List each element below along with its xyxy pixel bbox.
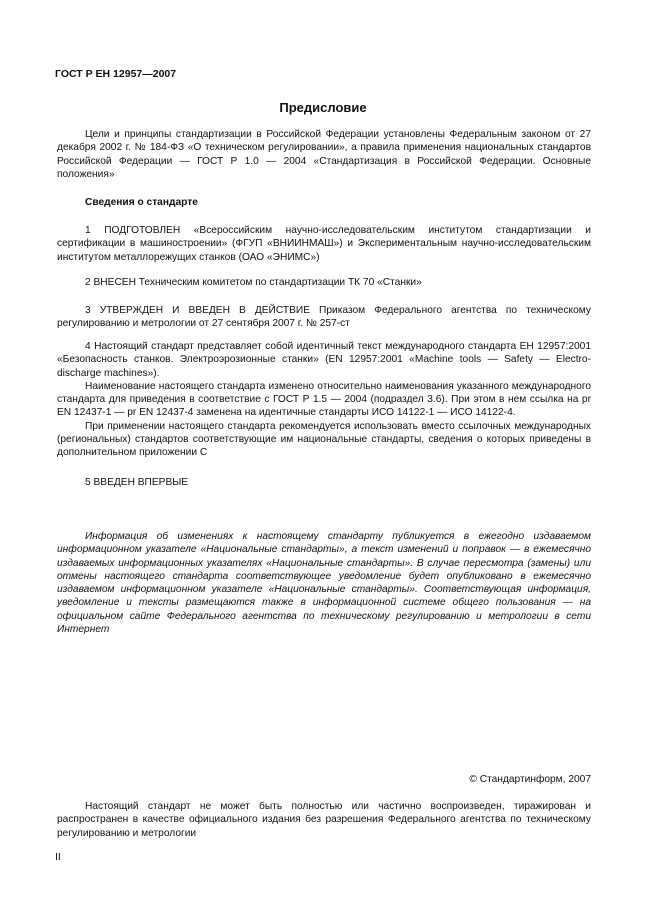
- reproduction-notice-text: Настоящий стандарт не может быть полностью или частично воспроизведен, тиражирован и распространен в качестве официального издания без разрешения Федерального агентства по техническому регулированию и метрологии: [57, 801, 591, 839]
- change-notice-text: Информация об изменениях к настоящему стандарту публикуется в ежегодно издаваемом информационном указателе «Национальные стандарты», а текст изменений и поправок — в ежемесячно издаваемых информационных указателях «Национальные стандарты». В случае пересмотра (замены) или отмены настоящего стандарта соответствующее уведомление будет опубликовано в ежемесячно издаваемом информационном указателе «Национальные стандарты». Соответствующая информация, уведомление и тексты размещаются также в информационной системе общего пользования — на официальном сайте Федерального агентства по техническому регулированию и метрологии в сети Интернет: [57, 531, 591, 636]
- info-item-5: [57, 476, 591, 489]
- preface-intro: [57, 128, 591, 181]
- info-item-4-para-2: Наименование настоящего стандарта изменено относительно наименования указанного международного стандарта для приведения в соответствие с ГОСТ Р 1.5 — 2004 (подраздел 3.6). При этом в нем ссылка на pr EN 12437-1 — pr EN 12437-4 заменена на идентичные стандарты ИСО 14122-1 — ИСО 14122-4.: [57, 380, 591, 419]
- info-item-4-para-1: 4 Настоящий стандарт представляет собой идентичный текст международного стандарта ЕН 12957:2001 «Безопасность станков. Электроэрозионные станки» (EN 12957:2001 «Machine tools — Safety — Electro-discharge machines»).: [57, 341, 591, 379]
- info-item-4-para-3: При применении настоящего стандарта рекомендуется использовать вместо ссылочных международных (региональных) стандартов соответствующие им национальные стандарты, сведения о которых приведены в дополнительном приложении С: [57, 420, 591, 459]
- page-number: II: [55, 851, 61, 863]
- info-item-4: [57, 340, 591, 460]
- section-heading: Сведения о стандарте: [85, 197, 198, 208]
- reproduction-notice: [57, 800, 591, 840]
- copyright-line: © Стандартинформ, 2007: [469, 774, 591, 785]
- document-header: ГОСТ Р ЕН 12957—2007: [55, 68, 177, 80]
- change-notice: [57, 530, 591, 636]
- page-title: Предисловие: [279, 100, 367, 115]
- info-item-3: [57, 304, 591, 331]
- info-item-1-text: 1 ПОДГОТОВЛЕН «Всероссийским научно-исследовательским институтом стандартизации и сертификации в машиностроении» (ФГУП «ВНИИНМАШ») и Экспериментальным научно-исследовательским институтом металлорежущих станков (ОАО «ЭНИМС»): [57, 225, 591, 263]
- info-item-1: [57, 224, 591, 264]
- info-item-2-text: 2 ВНЕСЕН Техническим комитетом по стандартизации ТК 70 «Станки»: [85, 277, 422, 288]
- info-item-2: [57, 276, 591, 289]
- info-item-5-text: 5 ВВЕДЕН ВПЕРВЫЕ: [85, 477, 189, 488]
- preface-intro-text: Цели и принципы стандартизации в Российской Федерации установлены Федеральным законом от 27 декабря 2002 г. № 184-ФЗ «О техническом регулировании», а правила применения национальных стандартов Российской Федерации — ГОСТ Р 1.0 — 2004 «Стандартизация в Российской Федерации. Основные положения»: [57, 129, 591, 180]
- info-item-3-text: 3 УТВЕРЖДЕН И ВВЕДЕН В ДЕЙСТВИЕ Приказом Федерального агентства по техническому регулированию и метрологии от 27 сентября 2007 г. № 257-ст: [57, 305, 591, 330]
